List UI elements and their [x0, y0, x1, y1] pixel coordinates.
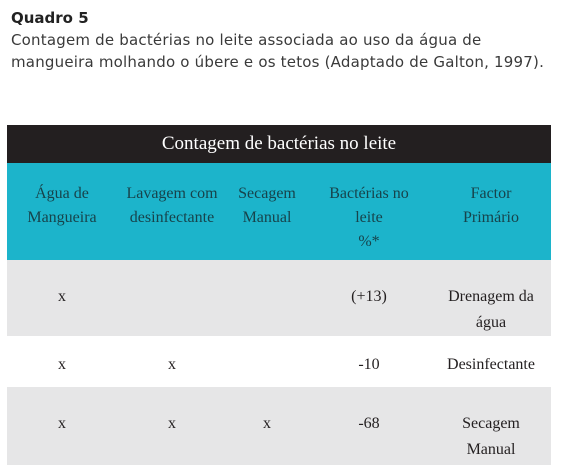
row-spacer [7, 336, 551, 349]
table-cell: x [58, 415, 66, 432]
table-cell: x [168, 356, 176, 373]
header-factor-primario: Factor Primário [463, 185, 519, 226]
table-cell: Desinfectante [447, 356, 535, 373]
table-cell [227, 284, 307, 336]
header-secagem-manual: Secagem Manual [238, 185, 296, 226]
caption-label: Quadro 5 [11, 9, 89, 27]
bacteria-count-table [7, 125, 551, 465]
table-cell: -10 [358, 356, 380, 373]
table-header-row [7, 163, 551, 260]
table-cell: (+13) [351, 288, 387, 305]
table-cell [117, 284, 227, 336]
header-bacterias-leite: Bactérias no leite %* [329, 185, 409, 250]
table-cell: -68 [358, 415, 380, 432]
caption-text: Contagem de bactérias no leite associada ao uso da água de mangueira molhando o úbere e os tetos (Adaptado de Galton, 1997). [11, 31, 545, 71]
table-cell: x [58, 356, 66, 373]
table-cell: x [168, 415, 176, 432]
table-row [7, 387, 551, 465]
header-agua-mangueira: Água de Mangueira [27, 185, 97, 226]
table-cell: x [58, 288, 66, 305]
table-title: Contagem de bactérias no leite [7, 125, 551, 163]
table-cell: Drenagem da água [448, 288, 534, 331]
table-row [7, 260, 551, 336]
header-lavagem-desinfectante: Lavagem com desinfectante [126, 185, 218, 226]
table-row [7, 349, 551, 387]
table-cell: x [263, 415, 271, 432]
table-cell [227, 352, 307, 387]
table-cell: Secagem Manual [462, 415, 520, 458]
table-caption [11, 9, 556, 73]
